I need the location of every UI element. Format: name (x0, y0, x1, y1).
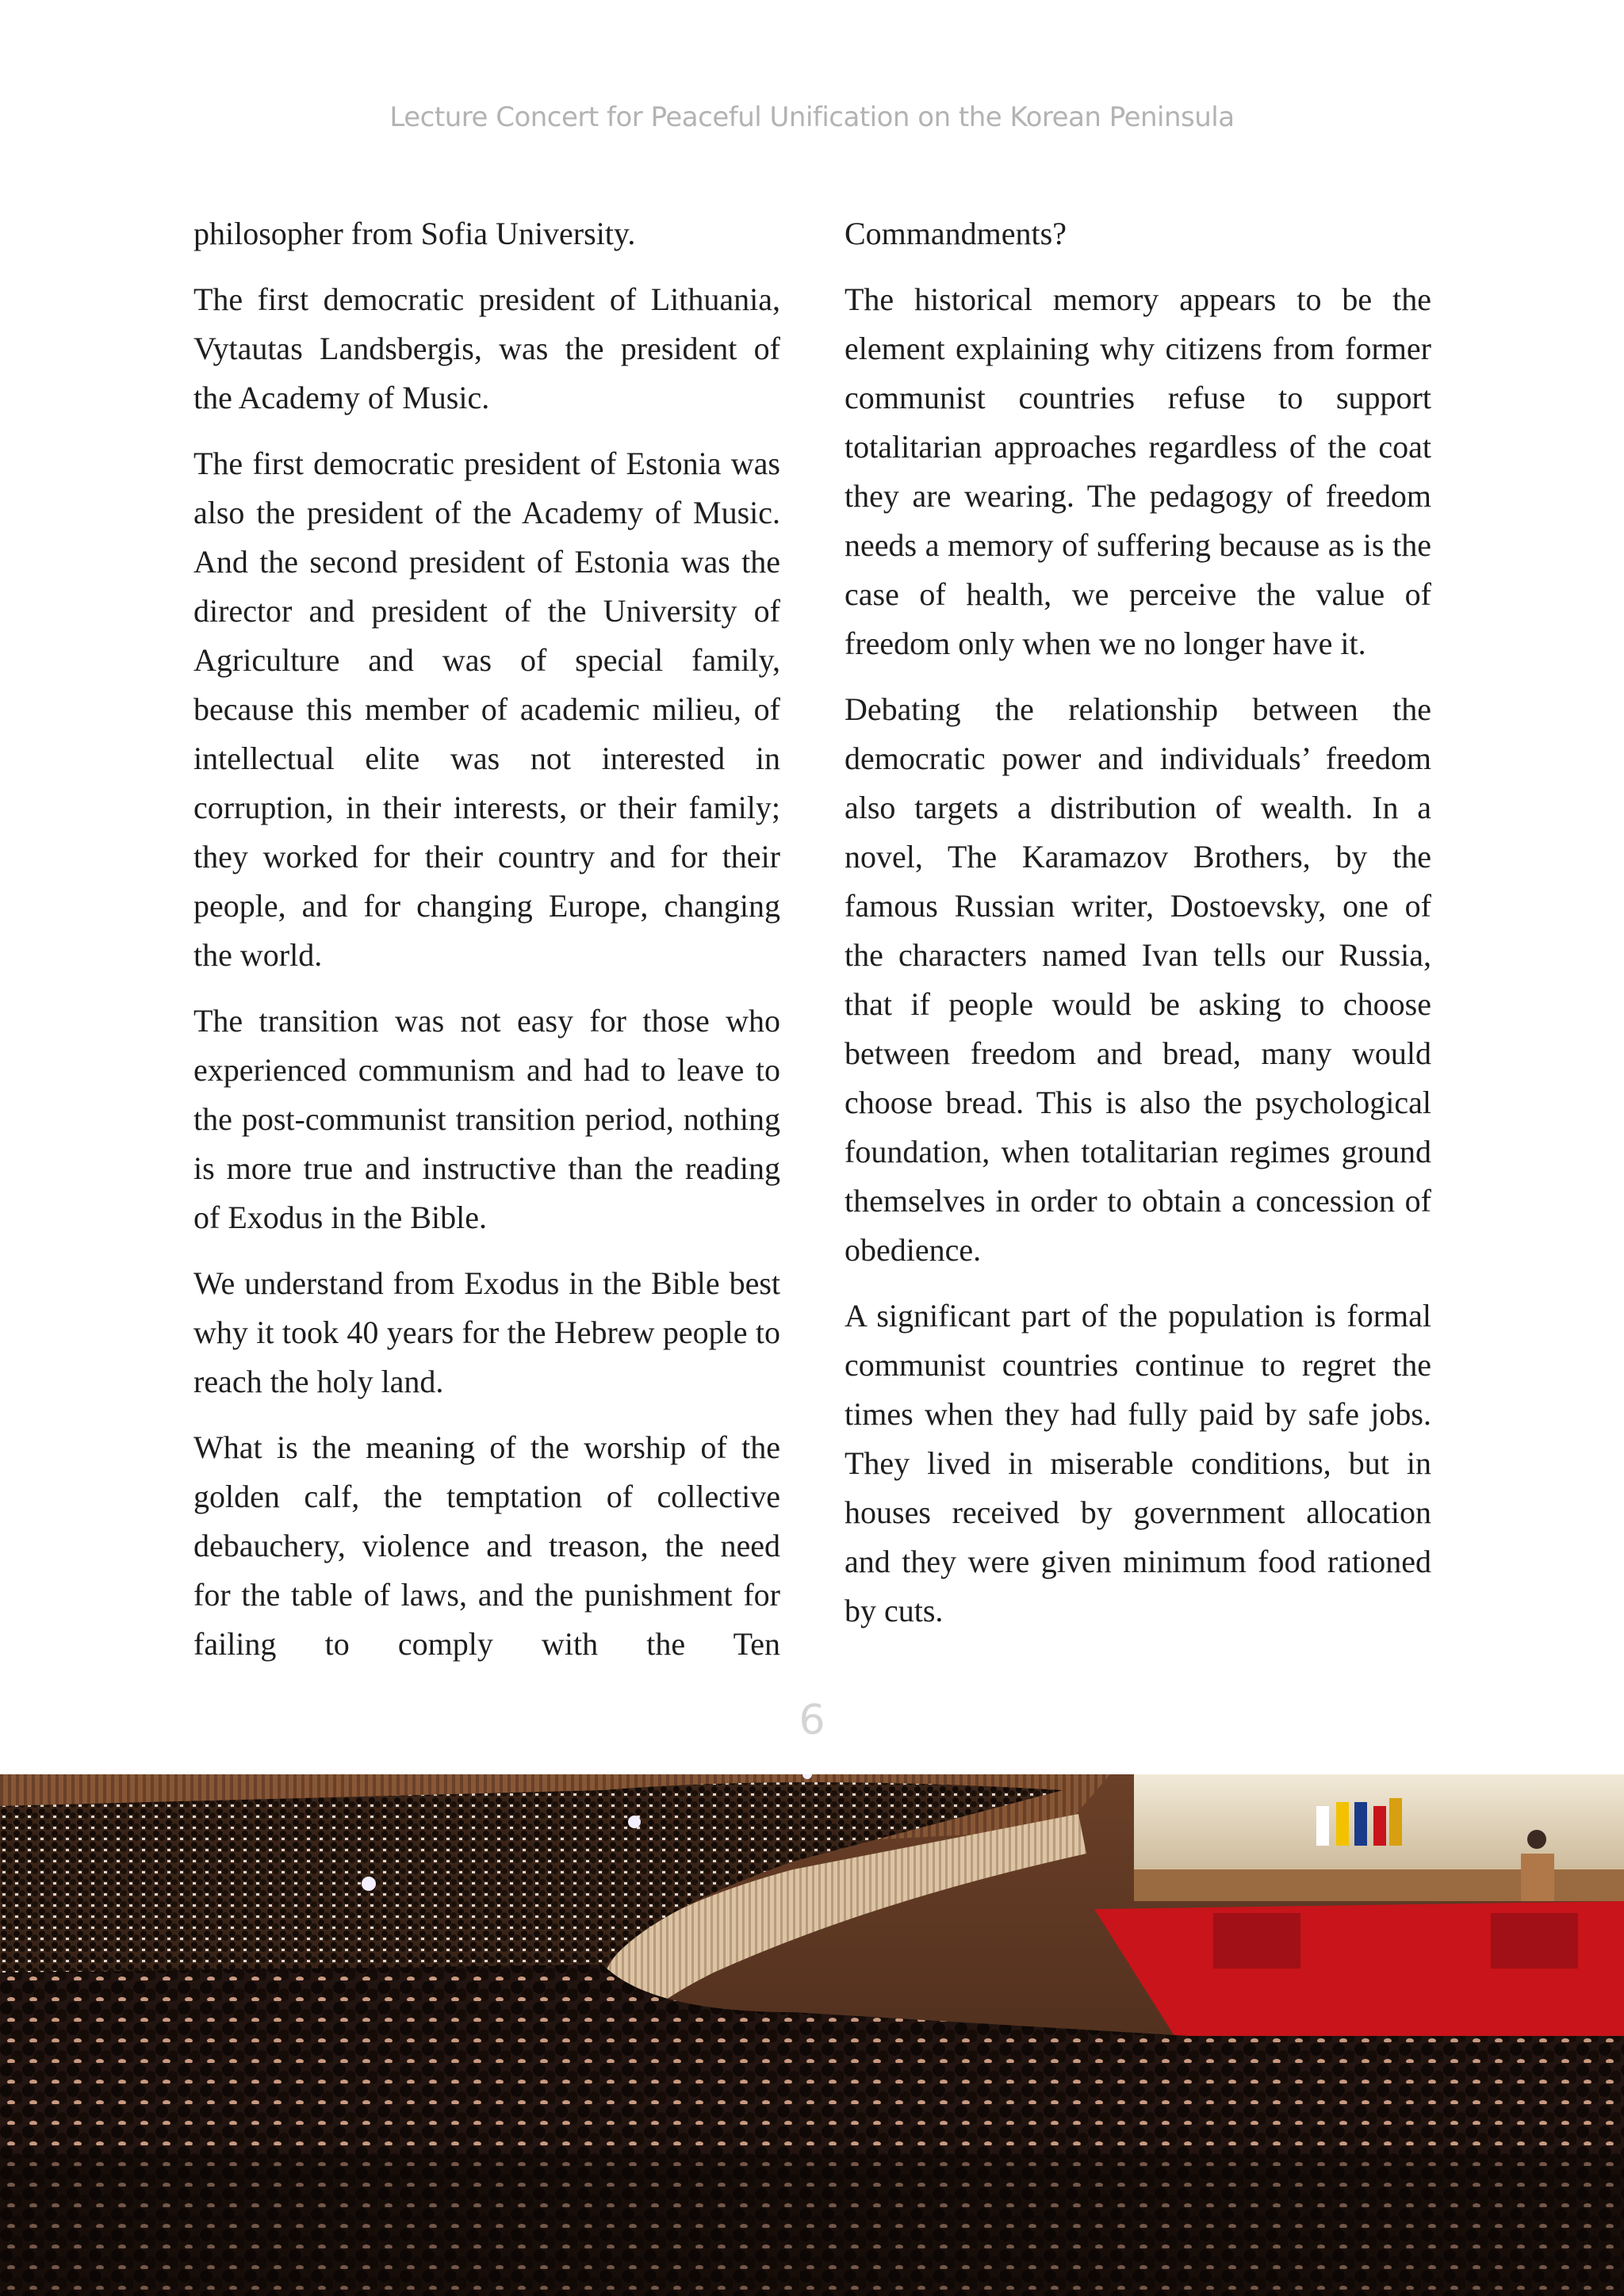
paragraph: The first democratic president of Estonia was also the president of the Academy of Music. And the second president of Estonia was the director and president of the University of Agriculture and was of special family, because this member of academic milieu, of intellectual elite was not interested in corruption, in their interests, or their family; they worked for their country and for their people, and for changing Europe, changing the world. (193, 446, 780, 973)
running-header: Lecture Concert for Peaceful Unification on the Korean Peninsula (389, 101, 1235, 133)
concert-hall-photo (0, 1774, 1624, 2296)
ceiling-light (362, 1877, 376, 1891)
podium (1521, 1854, 1554, 1901)
flag (1354, 1802, 1367, 1846)
paragraph: The historical memory appears to be the element explaining why citizens from former communist countries refuse to support totalitarian approaches regardless of the coat they are wearing. The pedagogy of freedom needs a memory of suffering because as is the case of health, we perceive the value of freedom only when we no longer have it. (845, 281, 1431, 661)
paragraph: The first democratic president of Lithuania, Vytautas Landsbergis, was the president of the Academy of Music. (193, 281, 780, 415)
paragraph: What is the meaning of the worship of the golden calf, the temptation of collective debauchery, violence and treason, the need for the table of laws, and the punishment for failing to comply with the Ten (193, 1429, 780, 1662)
speaker (1527, 1830, 1546, 1849)
paragraph: The transition was not easy for those who experienced communism and had to leave to the post-communist transition period, nothing is more true and instructive than the reading of Exodus in the Bible. (193, 1003, 780, 1235)
paragraph: Debating the relationship between the democratic power and individuals’ freedom also targets a distribution of wealth. In a novel, The Karamazov Brothers, by the famous Russian writer, Dostoevsky, one of the characters named Ivan tells our Russia, that if people would be asking to choose between freedom and bread, many would choose bread. This is also the psychological foundation, when totalitarian regimes ground themselves in order to obtain a concession of obedience. (845, 691, 1431, 1268)
flag (1336, 1802, 1349, 1846)
paragraph: We understand from Exodus in the Bible best why it took 40 years for the Hebrew people to reach the holy land. (193, 1265, 780, 1399)
flag (1316, 1806, 1329, 1846)
flag (1389, 1798, 1402, 1846)
audience-shadow (0, 2155, 1624, 2296)
right-column (845, 209, 1431, 1652)
paragraph: philosopher from Sofia University. (193, 216, 636, 251)
stage-steps-left (1213, 1913, 1300, 1969)
left-column (193, 209, 780, 1686)
paragraph: Commandments? (845, 216, 1067, 251)
paragraph: A significant part of the population is formal communist countries continue to regret the times when they had fully paid by safe jobs. They lived in miserable conditions, but in houses received by government allocation and they were given minimum food rationed by cuts. (845, 1298, 1431, 1628)
stage-steps-right (1491, 1913, 1578, 1969)
page-number: 6 (799, 1697, 825, 1744)
flag (1373, 1806, 1386, 1846)
ceiling-light (628, 1816, 641, 1828)
